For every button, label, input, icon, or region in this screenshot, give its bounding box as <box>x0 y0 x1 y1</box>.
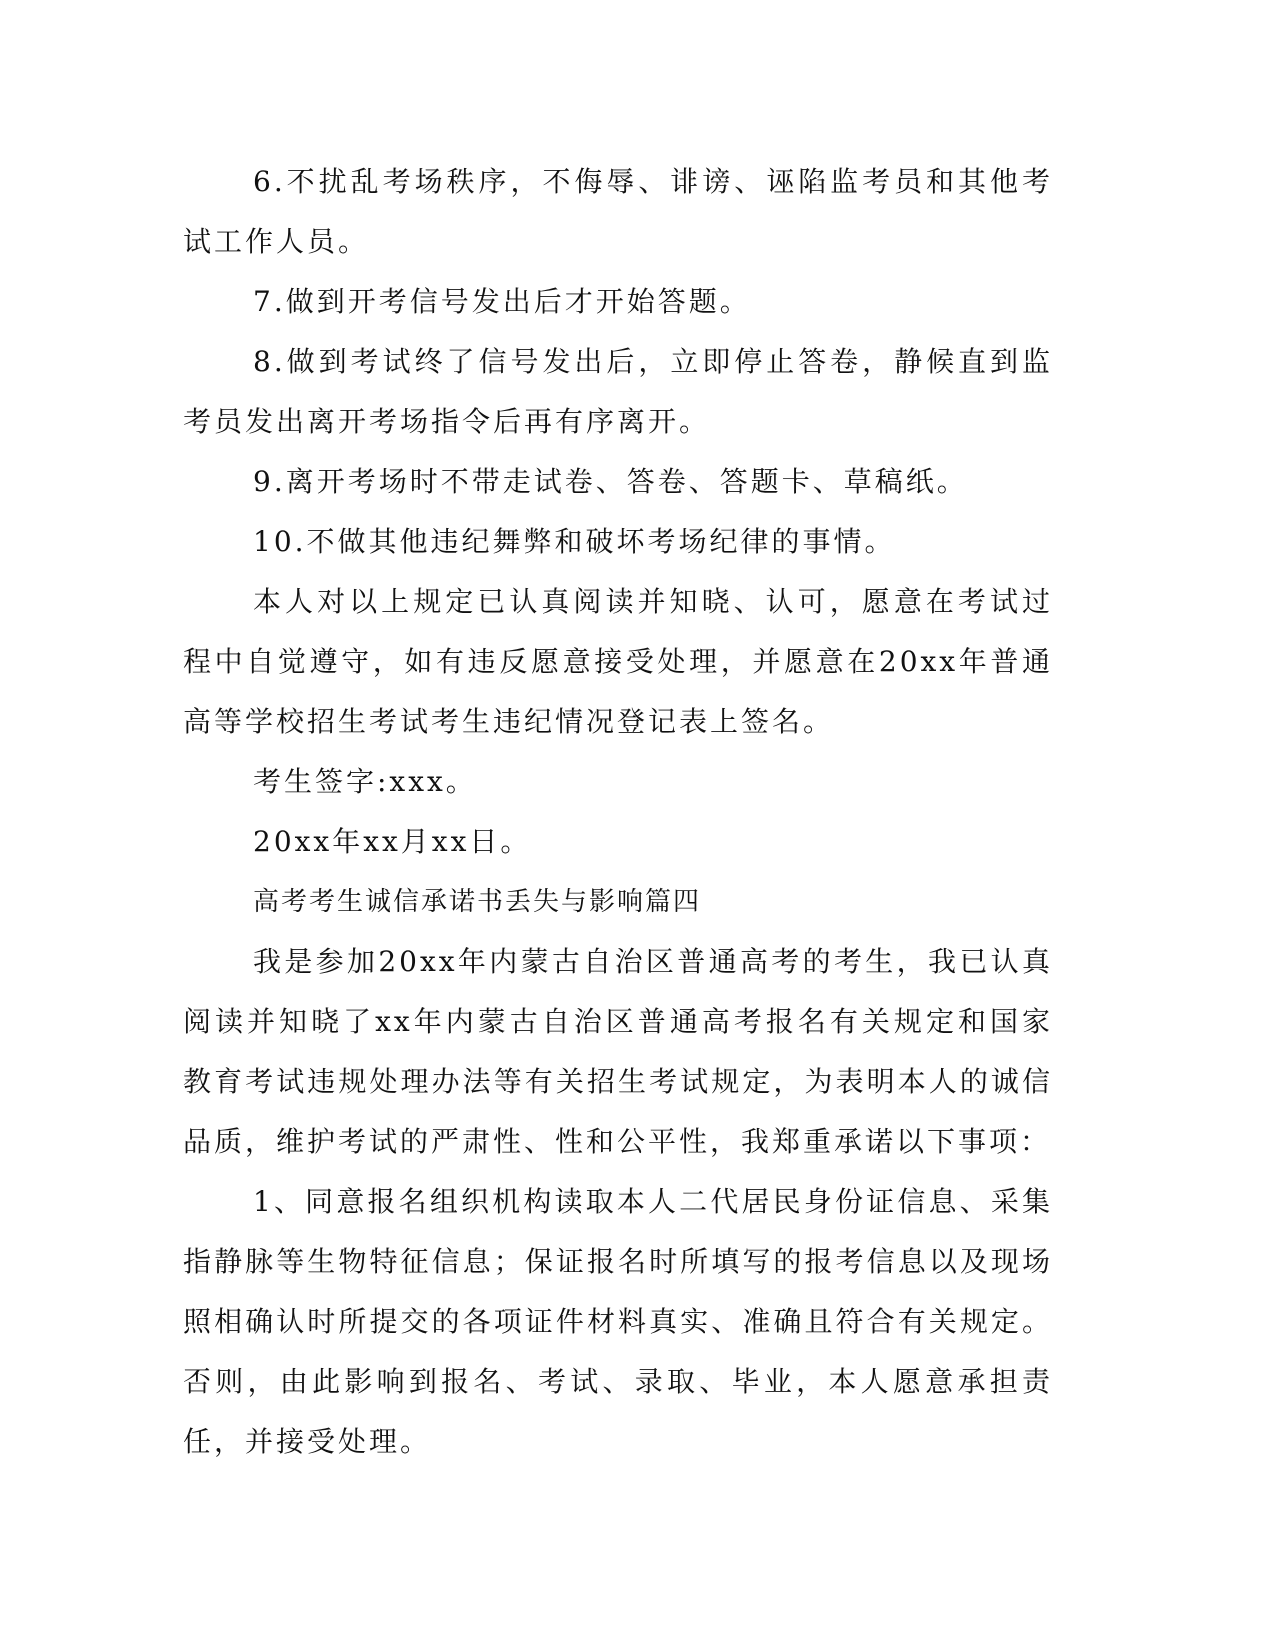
rule-item-9: 9.离开考场时不带走试卷、答卷、答题卡、草稿纸。 <box>253 465 968 498</box>
signature-line: 考生签字:xxx。 <box>253 765 477 798</box>
date-line: 20xx年xx月xx日。 <box>253 825 532 858</box>
rule-item-6: 6.不扰乱考场秩序，不侮辱、诽谤、诬陷监考员和其他考试工作人员。 <box>183 165 1053 258</box>
rule-item-10: 10.不做其他违纪舞弊和破坏考场纪律的事情。 <box>253 525 896 558</box>
pledge-item-1: 1、同意报名组织机构读取本人二代居民身份证信息、采集指静脉等生物特征信息；保证报名时所填写的报考信息以及现场照相确认时所提交的各项证件材料真实、准确且符合有关规定。否则，由此影响到报名、考试、录取、毕业，本人愿意承担责任，并接受处理。 <box>183 1185 1053 1458</box>
rule-item-7: 7.做到开考信号发出后才开始答题。 <box>253 285 751 318</box>
document-page <box>183 152 1053 1472</box>
rule-item-8: 8.做到考试终了信号发出后，立即停止答卷，静候直到监考员发出离开考场指令后再有序离开。 <box>183 345 1053 438</box>
pledge-intro-paragraph: 我是参加20xx年内蒙古自治区普通高考的考生，我已认真阅读并知晓了xx年内蒙古自治区普通高考报名有关规定和国家教育考试违规处理办法等有关招生考试规定，为表明本人的诚信品质，维护考试的严肃性、性和公平性，我郑重承诺以下事项： <box>183 945 1053 1158</box>
section-heading: 高考考生诚信承诺书丢失与影响篇四 <box>253 887 702 917</box>
acknowledgement-paragraph: 本人对以上规定已认真阅读并知晓、认可，愿意在考试过程中自觉遵守，如有违反愿意接受处理，并愿意在20xx年普通高等学校招生考试考生违纪情况登记表上签名。 <box>183 585 1053 738</box>
